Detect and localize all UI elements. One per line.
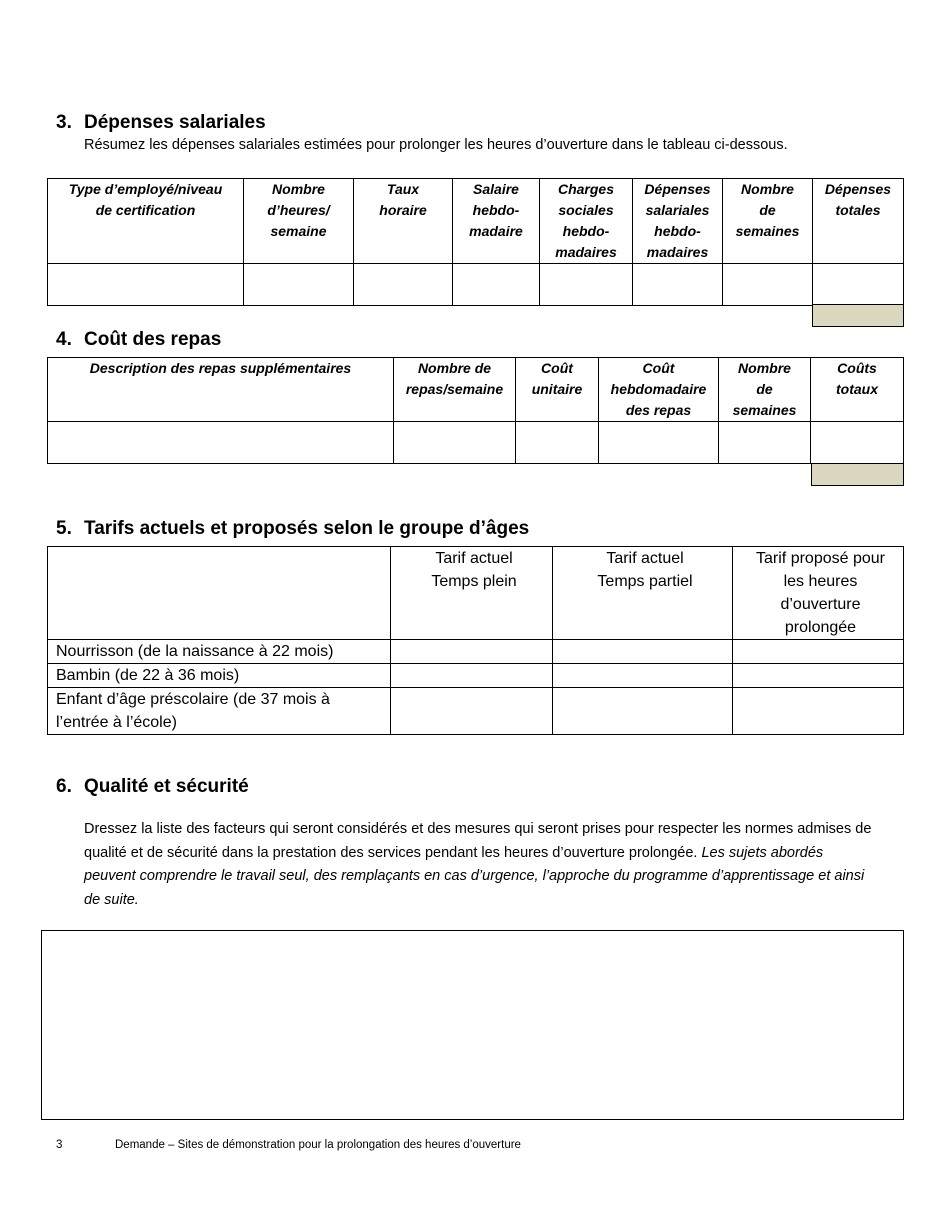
- salary-col-weekly-salary: Salaire hebdo- madaire: [453, 179, 540, 264]
- section4-heading: [56, 329, 221, 351]
- section4-number: 4.: [56, 329, 72, 350]
- meals-col-unit-cost: Coût unitaire: [516, 358, 599, 422]
- page-number: 3: [56, 1139, 63, 1151]
- section5-title: Tarifs actuels et proposés selon le groupe d’âges: [84, 518, 530, 539]
- meals-total-cell[interactable]: [811, 463, 904, 486]
- salary-col-weeks: Nombre de semaines: [723, 179, 813, 264]
- section3-intro: Résumez les dépenses salariales estimées pour prolonger les heures d’ouverture dans le tableau ci-dessous.: [84, 137, 788, 153]
- meals-table: [47, 357, 904, 464]
- section3-title: Dépenses salariales: [84, 112, 266, 133]
- section6-text-italic: Les sujets abordés peuvent comprendre le travail seul, des remplaçants en cas d’urgence, l’approche du programme d’apprentissage et ainsi de suite.: [84, 844, 865, 908]
- salary-col-rate: Taux horaire: [354, 179, 453, 264]
- rates-cell[interactable]: [391, 640, 553, 664]
- meals-col-description: Description des repas supplémentaires: [48, 358, 394, 422]
- meals-col-weeks: Nombre de semaines: [719, 358, 811, 422]
- section6-text: Dressez la liste des facteurs qui seront considérés et des mesures qui seront prises pour respecter les normes admises de qualité et de sécurité dans la prestation des services pendant les heures d’ouverture prolongée.: [84, 821, 872, 861]
- section3-number: 3.: [56, 112, 72, 133]
- salary-table: [47, 178, 904, 306]
- salary-cell[interactable]: [813, 264, 904, 306]
- footer-title: Demande – Sites de démonstration pour la prolongation des heures d’ouverture: [115, 1139, 521, 1151]
- section5-heading: [56, 518, 529, 540]
- section6-title: Qualité et sécurité: [84, 776, 249, 797]
- rates-corner-cell: [48, 547, 391, 640]
- rates-row-toddler: [48, 664, 904, 688]
- salary-cell[interactable]: [633, 264, 723, 306]
- salary-col-benefits: Charges sociales hebdo- madaires: [540, 179, 633, 264]
- rates-cell[interactable]: [391, 688, 553, 735]
- meals-col-meals-per-week: Nombre de repas/semaine: [394, 358, 516, 422]
- rates-cell[interactable]: [733, 664, 904, 688]
- rates-row-infant: [48, 640, 904, 664]
- meals-input-row: [48, 422, 904, 464]
- rates-col-fulltime: Tarif actuel Temps plein: [391, 547, 553, 640]
- section6-number: 6.: [56, 776, 72, 797]
- rates-cell[interactable]: [553, 640, 733, 664]
- section4-title: Coût des repas: [84, 329, 222, 350]
- section5-number: 5.: [56, 518, 72, 539]
- salary-col-total: Dépenses totales: [813, 179, 904, 264]
- salary-cell[interactable]: [453, 264, 540, 306]
- rates-table: [47, 546, 904, 735]
- salary-cell[interactable]: [244, 264, 354, 306]
- section6-instructions: [84, 818, 874, 912]
- meals-cell[interactable]: [48, 422, 394, 464]
- rates-col-proposed: Tarif proposé pour les heures d’ouverture prolongée: [733, 547, 904, 640]
- meals-cell[interactable]: [811, 422, 904, 464]
- salary-col-hours: Nombre d’heures/ semaine: [244, 179, 354, 264]
- section3-heading: [56, 112, 266, 134]
- rates-cell[interactable]: [733, 688, 904, 735]
- rates-cell[interactable]: [733, 640, 904, 664]
- meals-cell[interactable]: [599, 422, 719, 464]
- salary-cell[interactable]: [354, 264, 453, 306]
- meals-col-weekly-cost: Coût hebdomadaire des repas: [599, 358, 719, 422]
- salary-cell[interactable]: [540, 264, 633, 306]
- meals-col-total: Coûts totaux: [811, 358, 904, 422]
- salary-total-cell[interactable]: [812, 304, 904, 327]
- salary-col-employee-type: Type d’employé/niveau de certification: [48, 179, 244, 264]
- section6-heading: [56, 776, 249, 798]
- rates-cell[interactable]: [391, 664, 553, 688]
- salary-col-weekly-expenses: Dépenses salariales hebdo- madaires: [633, 179, 723, 264]
- meals-cell[interactable]: [394, 422, 516, 464]
- rates-cell[interactable]: [553, 688, 733, 735]
- rates-cell[interactable]: [553, 664, 733, 688]
- rates-col-parttime: Tarif actuel Temps partiel: [553, 547, 733, 640]
- rates-row-label: Bambin (de 22 à 36 mois): [48, 664, 391, 688]
- salary-cell[interactable]: [48, 264, 244, 306]
- salary-input-row: [48, 264, 904, 306]
- meals-cell[interactable]: [516, 422, 599, 464]
- meals-cell[interactable]: [719, 422, 811, 464]
- rates-row-label: Enfant d’âge préscolaire (de 37 mois à l’entrée à l’école): [48, 688, 391, 735]
- rates-row-label: Nourrisson (de la naissance à 22 mois): [48, 640, 391, 664]
- rates-row-preschool: [48, 688, 904, 735]
- quality-safety-textbox[interactable]: [41, 930, 904, 1120]
- salary-cell[interactable]: [723, 264, 813, 306]
